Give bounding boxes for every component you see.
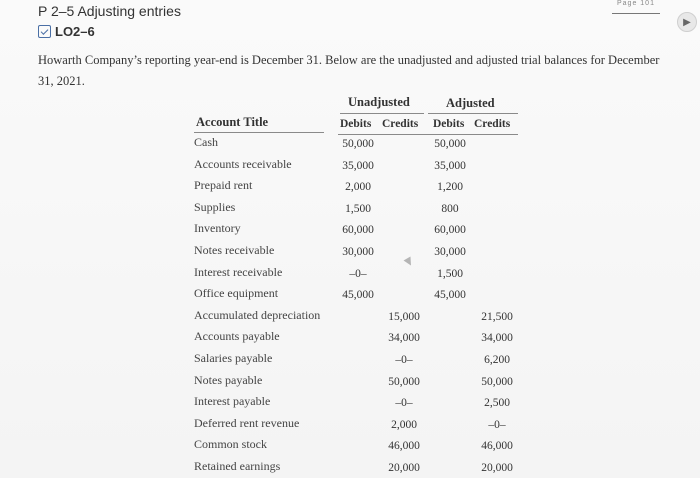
- account-title-cell: Interest receivable: [194, 264, 283, 279]
- account-title-cell: Accumulated depreciation: [194, 307, 321, 322]
- account-title-cell: Supplies: [194, 199, 236, 214]
- adjusted-debit-cell: 1,200: [437, 181, 463, 194]
- checkbox-icon: [38, 25, 51, 38]
- unadjusted-credit-cell: 2,000: [391, 418, 417, 431]
- adjusted-debit-cell: 50,000: [434, 138, 466, 150]
- unadjusted-debit-cell: 2,000: [345, 181, 371, 194]
- problem-intro: Howarth Company’s reporting year-end is December 31. Below are the unadjusted and adjusted trial balances for December 31, 2021.: [38, 53, 660, 88]
- adj-credits-header: Credits: [474, 118, 511, 130]
- account-title-cell: Office equipment: [194, 286, 279, 301]
- unadjusted-credit-cell: 50,000: [388, 375, 420, 388]
- adj-debits-header: Debits: [433, 118, 465, 130]
- audio-button[interactable]: [677, 12, 697, 32]
- problem-title: P 2–5 Adjusting entries: [38, 3, 181, 19]
- unadjusted-rule: [340, 113, 424, 114]
- unadjusted-debit-cell: 60,000: [342, 224, 374, 237]
- unadjusted-credit-cell: –0–: [395, 354, 413, 366]
- adjusted-header: Adjusted: [446, 96, 495, 110]
- adjusted-debit-cell: 800: [441, 202, 459, 215]
- columns-rule: [338, 134, 518, 135]
- unadjusted-debit-cell: –0–: [349, 267, 367, 280]
- account-title-cell: Deferred rent revenue: [194, 415, 300, 430]
- unadjusted-debit-cell: 30,000: [342, 246, 374, 258]
- adjusted-debit-cell: 35,000: [434, 159, 466, 172]
- account-title-cell: Notes receivable: [194, 243, 275, 257]
- unadjusted-debit-cell: 35,000: [342, 159, 374, 172]
- unadjusted-debit-cell: 45,000: [342, 289, 374, 302]
- adjusted-credit-cell: 6,200: [484, 354, 510, 366]
- unadjusted-header: Unadjusted: [348, 95, 410, 109]
- adjusted-credit-cell: 2,500: [484, 397, 510, 410]
- adjusted-debit-cell: 30,000: [434, 246, 466, 258]
- unadjusted-credit-cell: 15,000: [388, 310, 420, 323]
- unadj-credits-header: Credits: [382, 118, 419, 130]
- adjusted-debit-cell: 45,000: [434, 289, 466, 302]
- adjusted-credit-cell: –0–: [488, 418, 506, 431]
- adjusted-debit-cell: 1,500: [437, 267, 463, 280]
- adjusted-rule: [428, 113, 518, 114]
- unadjusted-debit-cell: 1,500: [345, 202, 371, 215]
- account-title-cell: Interest payable: [194, 394, 271, 409]
- mouse-cursor-icon: [404, 257, 415, 268]
- account-title-cell: Common stock: [194, 437, 268, 452]
- page-marker: Page 101: [612, 0, 660, 14]
- unadjusted-credit-cell: 34,000: [388, 332, 420, 345]
- learning-objective: [38, 22, 95, 40]
- adjusted-credit-cell: 34,000: [481, 332, 513, 345]
- unadjusted-debit-cell: 50,000: [342, 138, 374, 150]
- account-title-cell: Notes payable: [194, 372, 263, 387]
- unadjusted-credit-cell: 20,000: [388, 462, 420, 474]
- adjusted-credit-cell: 50,000: [481, 375, 513, 388]
- account-title-cell: Prepaid rent: [194, 178, 253, 193]
- account-title-cell: Accounts payable: [194, 329, 280, 344]
- account-title-cell: Retained earnings: [194, 459, 281, 473]
- account-title-cell: Inventory: [194, 221, 241, 236]
- speaker-icon: ▶: [683, 16, 691, 28]
- unadjusted-credit-cell: 46,000: [388, 440, 420, 453]
- adjusted-debit-cell: 60,000: [434, 224, 466, 237]
- account-title-rule: [194, 132, 324, 133]
- account-title-cell: Accounts receivable: [194, 156, 292, 171]
- adjusted-credit-cell: 46,000: [481, 440, 513, 453]
- account-title-cell: Salaries payable: [194, 351, 273, 365]
- unadj-debits-header: Debits: [340, 118, 372, 130]
- account-title-cell: Cash: [194, 135, 218, 149]
- unadjusted-credit-cell: –0–: [395, 397, 413, 410]
- adjusted-credit-cell: 21,500: [481, 310, 513, 323]
- adjusted-credit-cell: 20,000: [481, 462, 513, 474]
- learning-objective-label: LO2–6: [55, 23, 95, 39]
- account-title-header: Account Title: [196, 115, 269, 129]
